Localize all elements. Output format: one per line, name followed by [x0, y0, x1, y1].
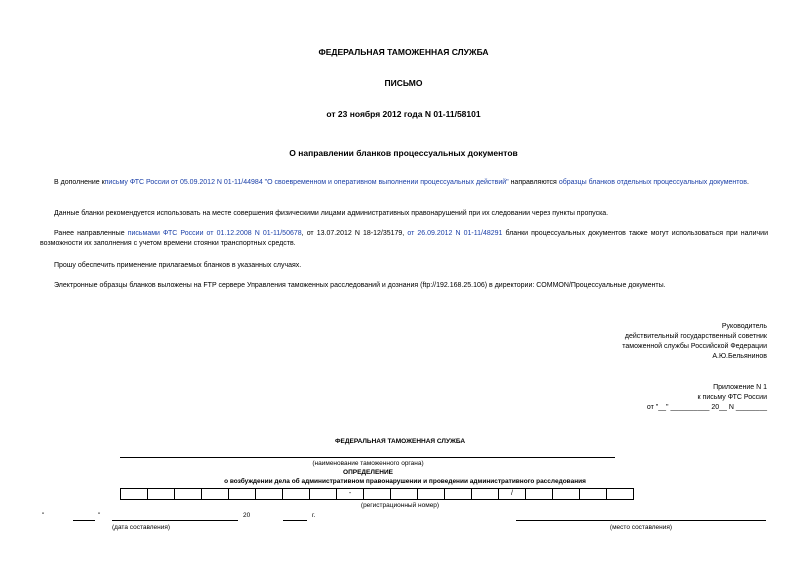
org-line	[120, 457, 615, 458]
agency-heading: ФЕДЕРАЛЬНАЯ ТАМОЖЕННАЯ СЛУЖБА	[318, 47, 489, 57]
reg-cell[interactable]	[417, 488, 444, 500]
paragraph-5-text: Электронные образцы бланков выложены на FTP сервере Управления таможенных расследований и дознания (ftp://192.168.25.106) в директории: COMMON/Процессуальные документы.	[54, 282, 666, 289]
paragraph-5	[40, 281, 768, 291]
form-subtitle: о возбуждении дела об административном правонарушении и проведении административного расследования	[224, 478, 586, 485]
document-date-number: от 23 ноября 2012 года N 01-11/58101	[326, 109, 481, 119]
reg-cell[interactable]	[255, 488, 282, 500]
reg-cell[interactable]	[309, 488, 336, 500]
paragraph-3-mid: , от 13.07.2012 N 18-12/35179,	[301, 230, 408, 237]
paragraph-3-pre: Ранее направленные	[54, 230, 128, 237]
link-letter-48291[interactable]: от 26.09.2012 N 01-11/48291	[407, 230, 503, 237]
day-line[interactable]	[73, 520, 95, 521]
signature-service: таможенной службы Российской Федерации	[622, 343, 767, 350]
paragraph-1	[40, 178, 768, 188]
signature-title: Руководитель	[721, 323, 767, 330]
reg-cell[interactable]	[444, 488, 471, 500]
paragraph-4	[40, 261, 768, 271]
reg-cell[interactable]	[120, 488, 147, 500]
signature-name: А.Ю.Бельянинов	[712, 353, 767, 360]
paragraph-3	[40, 229, 768, 248]
registration-number-cells	[120, 488, 634, 500]
paragraph-3-end: бланки процессуальных документов также могут использоваться при наличии возможности их заполнения с учетом времени стоянки транспортных средств.	[40, 230, 768, 247]
date-quote-close: "	[98, 512, 101, 519]
month-line[interactable]	[112, 520, 238, 521]
reg-cell-slash: /	[498, 488, 525, 500]
reg-cell[interactable]	[228, 488, 255, 500]
reg-cell[interactable]	[147, 488, 174, 500]
appendix-block	[467, 383, 767, 413]
reg-cell[interactable]	[282, 488, 309, 500]
year-suffix: г.	[312, 512, 316, 519]
paragraph-4-text: Прошу обеспечить применение прилагаемых бланков в указанных случаях.	[54, 262, 302, 269]
reg-cell[interactable]	[606, 488, 634, 500]
link-letter-50678[interactable]: письмами ФТС России от 01.12.2008 N 01-11/50678	[127, 230, 302, 237]
reg-cell[interactable]	[525, 488, 552, 500]
reg-caption: (регистрационный номер)	[360, 502, 440, 509]
link-form-samples[interactable]: образцы бланков отдельных процессуальных документов	[558, 179, 748, 186]
place-caption: (место составления)	[609, 524, 673, 531]
reg-cell[interactable]	[552, 488, 579, 500]
appendix-date: от "__" __________ 20__ N ________	[646, 404, 767, 411]
appendix-number: Приложение N 1	[713, 384, 767, 391]
date-caption: (дата составления)	[112, 524, 171, 531]
org-caption: (наименование таможенного органа)	[312, 460, 424, 467]
year-line[interactable]	[283, 520, 307, 521]
form-agency: ФЕДЕРАЛЬНАЯ ТАМОЖЕННАЯ СЛУЖБА	[334, 438, 466, 445]
paragraph-2-text: Данные бланки рекомендуется использовать на месте совершения физическими лицами административных правонарушений при их следовании через пункты пропуска.	[54, 210, 609, 217]
signature-rank: действительный государственный советник	[624, 333, 767, 340]
place-line[interactable]	[516, 520, 766, 521]
reg-cell[interactable]	[363, 488, 390, 500]
paragraph-1-pre: В дополнение к	[54, 179, 105, 186]
reg-cell[interactable]	[471, 488, 498, 500]
reg-cell[interactable]	[201, 488, 228, 500]
paragraph-1-mid: направляются	[508, 179, 559, 186]
paragraph-2	[40, 209, 768, 219]
signature-block	[467, 322, 767, 362]
reg-cell[interactable]	[579, 488, 606, 500]
appendix-ref: к письму ФТС России	[697, 394, 767, 401]
date-quote-open: "	[42, 512, 45, 519]
link-letter-44984[interactable]: письму ФТС России от 05.09.2012 N 01-11/44984 "О своевременном и оперативном выполнении процессуальных действий"	[104, 179, 509, 186]
reg-cell-dash: -	[336, 488, 363, 500]
reg-cell[interactable]	[174, 488, 201, 500]
reg-cell[interactable]	[390, 488, 417, 500]
paragraph-1-end: .	[747, 179, 749, 186]
document-subject: О направлении бланков процессуальных документов	[289, 148, 518, 158]
document-type: ПИСЬМО	[384, 78, 423, 88]
form-title: ОПРЕДЕЛЕНИЕ	[343, 469, 393, 476]
year-prefix: 20	[243, 512, 251, 519]
